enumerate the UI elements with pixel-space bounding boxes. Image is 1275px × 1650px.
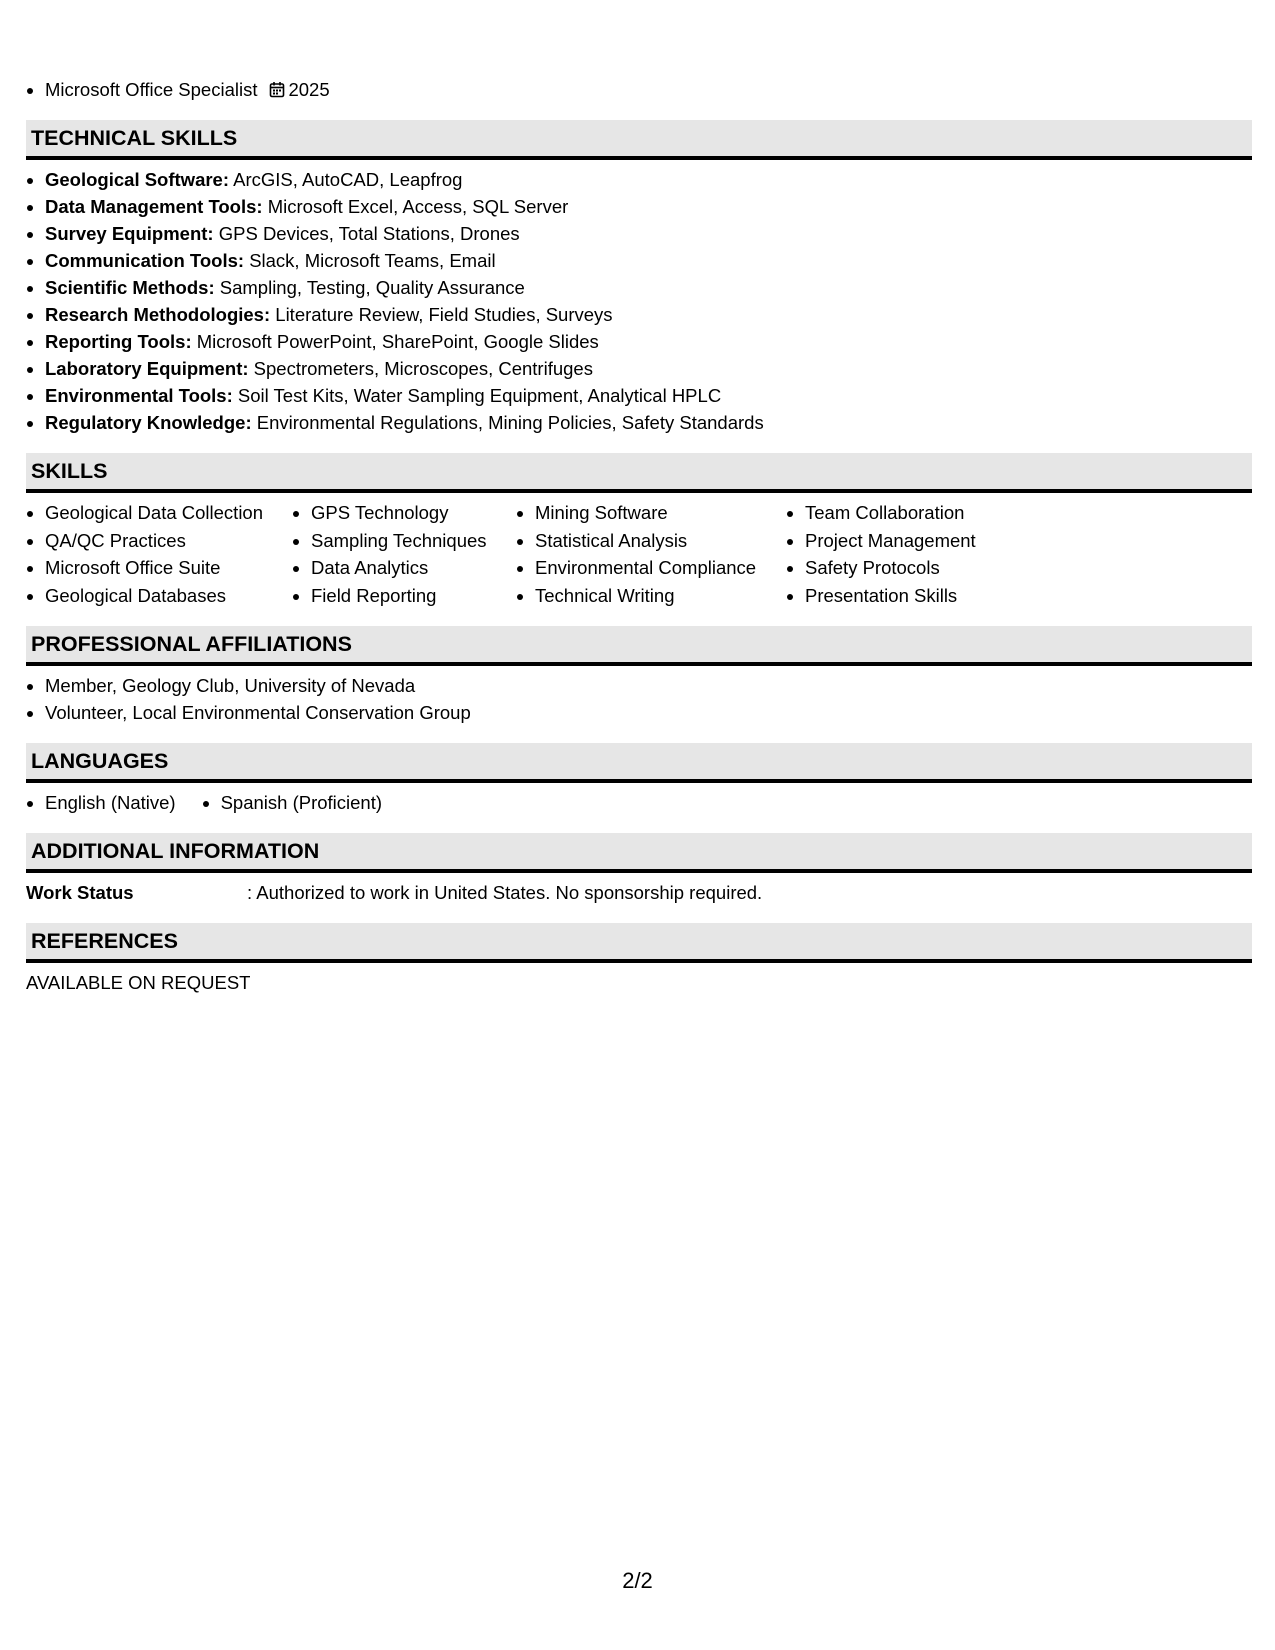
skills-column xyxy=(292,499,516,609)
affiliation-item: • Member, Geology Club, University of Nevada xyxy=(45,672,1252,699)
technical-skills-section xyxy=(26,120,1252,436)
technical-skill-item xyxy=(45,166,1252,193)
technical-skill-value: Spectrometers, Microscopes, Centrifuges xyxy=(253,358,593,379)
info-row xyxy=(26,879,1252,906)
additional-info-section xyxy=(26,833,1252,906)
certification-year: 2025 xyxy=(288,79,330,100)
skill-item: • Technical Writing xyxy=(535,582,786,610)
technical-skill-value: Slack, Microsoft Teams, Email xyxy=(249,250,496,271)
resume-page xyxy=(26,76,1252,1013)
technical-skill-label: Geological Software: xyxy=(45,169,230,190)
technical-skill-item xyxy=(45,274,1252,301)
skills-column xyxy=(516,499,786,609)
technical-skill-value: Microsoft Excel, Access, SQL Server xyxy=(267,196,569,217)
language-column xyxy=(202,789,382,816)
technical-skill-value: Sampling, Testing, Quality Assurance xyxy=(219,277,525,298)
technical-skill-label: Survey Equipment: xyxy=(45,223,214,244)
section-heading: ADDITIONAL INFORMATION xyxy=(26,833,1252,873)
technical-skill-value: GPS Devices, Total Stations, Drones xyxy=(218,223,520,244)
references-section xyxy=(26,923,1252,996)
skill-item: • Data Analytics xyxy=(311,554,516,582)
page-number: 2/2 xyxy=(622,1568,653,1593)
skill-item: • Sampling Techniques xyxy=(311,527,516,555)
skill-item: • Microsoft Office Suite xyxy=(45,554,292,582)
references-text: AVAILABLE ON REQUEST xyxy=(26,972,251,993)
technical-skill-label: Regulatory Knowledge: xyxy=(45,412,252,433)
technical-skill-item xyxy=(45,409,1252,436)
technical-skill-label: Reporting Tools: xyxy=(45,331,192,352)
skill-item: • Geological Databases xyxy=(45,582,292,610)
skills-grid xyxy=(26,499,1252,609)
skill-item: • GPS Technology xyxy=(311,499,516,527)
affiliations-section xyxy=(26,626,1252,726)
certification-item xyxy=(45,76,1252,105)
technical-skill-item xyxy=(45,247,1252,274)
languages-section xyxy=(26,743,1252,816)
languages-list xyxy=(26,789,1252,816)
skill-item: • Geological Data Collection xyxy=(45,499,292,527)
skill-item: • Project Management xyxy=(805,527,1035,555)
skill-item: • Safety Protocols xyxy=(805,554,1035,582)
section-heading: SKILLS xyxy=(26,453,1252,493)
section-heading: PROFESSIONAL AFFILIATIONS xyxy=(26,626,1252,666)
technical-skill-value: Environmental Regulations, Mining Policies, Safety Standards xyxy=(256,412,764,433)
skill-item: • QA/QC Practices xyxy=(45,527,292,555)
technical-skill-label: Laboratory Equipment: xyxy=(45,358,249,379)
technical-skill-label: Research Methodologies: xyxy=(45,304,271,325)
technical-skill-value: Soil Test Kits, Water Sampling Equipment, Analytical HPLC xyxy=(237,385,722,406)
technical-skill-item xyxy=(45,220,1252,247)
language-item: • Spanish (Proficient) xyxy=(221,789,382,816)
language-item: • English (Native) xyxy=(45,789,176,816)
affiliation-item: • Volunteer, Local Environmental Conservation Group xyxy=(45,699,1252,726)
section-heading: TECHNICAL SKILLS xyxy=(26,120,1252,160)
technical-skill-label: Environmental Tools: xyxy=(45,385,233,406)
technical-skill-value: Literature Review, Field Studies, Surveys xyxy=(275,304,613,325)
certifications-list xyxy=(26,76,1252,105)
language-column xyxy=(26,789,176,816)
skill-item: • Presentation Skills xyxy=(805,582,1035,610)
info-key: Work Status xyxy=(26,882,134,903)
skill-item: • Field Reporting xyxy=(311,582,516,610)
affiliations-list xyxy=(26,672,1252,726)
info-value: : Authorized to work in United States. No sponsorship required. xyxy=(247,882,763,903)
section-heading: REFERENCES xyxy=(26,923,1252,963)
certification-name: Microsoft Office Specialist xyxy=(45,79,258,100)
technical-skill-item xyxy=(45,301,1252,328)
skills-column xyxy=(26,499,292,609)
technical-skill-label: Communication Tools: xyxy=(45,250,245,271)
skill-item: • Environmental Compliance xyxy=(535,554,786,582)
skill-item: • Mining Software xyxy=(535,499,786,527)
technical-skill-item xyxy=(45,328,1252,355)
skill-item: • Team Collaboration xyxy=(805,499,1035,527)
skill-item: • Statistical Analysis xyxy=(535,527,786,555)
technical-skills-list xyxy=(26,166,1252,436)
technical-skill-item xyxy=(45,382,1252,409)
calendar-icon xyxy=(269,78,285,105)
section-heading: LANGUAGES xyxy=(26,743,1252,783)
skills-column xyxy=(786,499,1035,609)
technical-skill-item xyxy=(45,193,1252,220)
technical-skill-item xyxy=(45,355,1252,382)
skills-section xyxy=(26,453,1252,609)
technical-skill-label: Data Management Tools: xyxy=(45,196,263,217)
technical-skill-label: Scientific Methods: xyxy=(45,277,215,298)
technical-skill-value: Microsoft PowerPoint, SharePoint, Google Slides xyxy=(196,331,599,352)
technical-skill-value: ArcGIS, AutoCAD, Leapfrog xyxy=(233,169,463,190)
